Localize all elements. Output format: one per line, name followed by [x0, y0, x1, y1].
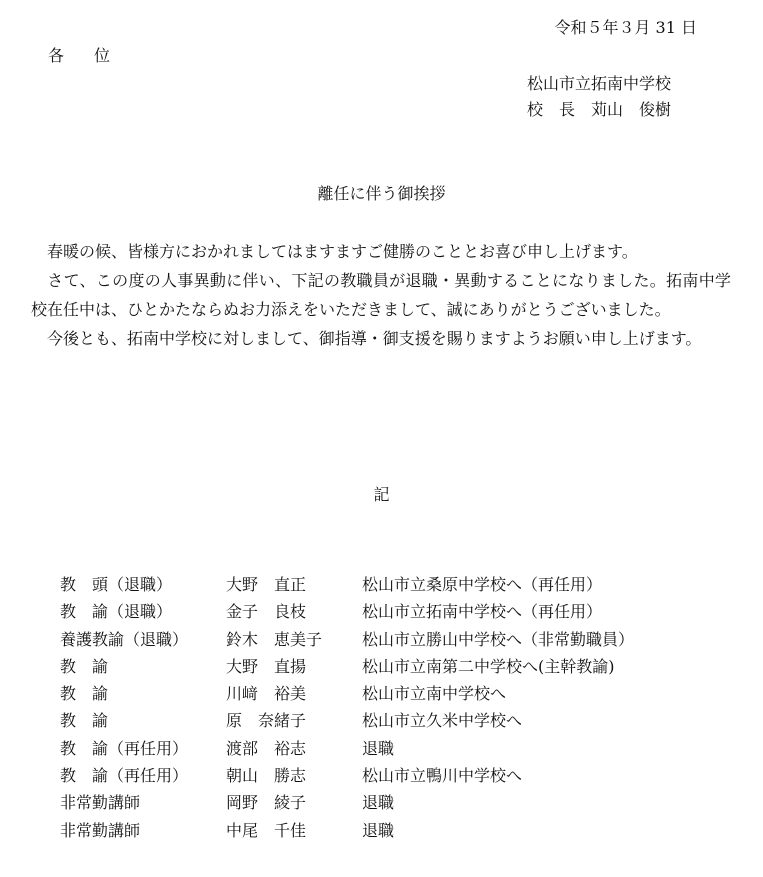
staff-row: [60, 653, 740, 680]
staff-row: [60, 680, 740, 707]
staff-list: [60, 571, 740, 844]
staff-position: 教 諭: [60, 711, 109, 731]
staff-row: [60, 626, 740, 653]
document-title: 離任に伴う御挨拶: [317, 184, 446, 203]
sender-school: 松山市立拓南中学校: [527, 74, 672, 93]
staff-position: 非常勤講師: [60, 820, 141, 840]
staff-row: [60, 735, 740, 762]
staff-destination: 松山市立鴨川中学校へ: [362, 766, 523, 786]
staff-name: 原 奈緒子: [226, 711, 307, 731]
staff-destination: 退職: [362, 820, 395, 840]
ki-heading: 記: [373, 485, 390, 504]
staff-position: 非常勤講師: [60, 793, 141, 813]
staff-position: 教 諭（再任用）: [60, 738, 189, 758]
staff-row: [60, 707, 740, 734]
staff-name: 大野 直揚: [226, 656, 307, 676]
staff-name: 中尾 千佳: [226, 820, 307, 840]
staff-name: 朝山 勝志: [226, 766, 307, 786]
staff-position: 養護教諭（退職）: [60, 629, 189, 649]
recipient-line: 各位: [48, 46, 141, 65]
staff-destination: 松山市立久米中学校へ: [362, 711, 523, 731]
staff-row: [60, 762, 740, 789]
announcement-paragraph: [31, 266, 731, 324]
staff-destination: 松山市立南第二中学校へ(主幹教諭): [362, 656, 615, 676]
staff-name: 岡野 綾子: [226, 793, 307, 813]
greeting-text: 春暖の候、皆様方におかれましてはますますご健勝のこととお喜び申し上げます。: [47, 242, 638, 261]
staff-destination: 松山市立桑原中学校へ（再任用）: [362, 575, 603, 594]
closing-text: 今後とも、拓南中学校に対しまして、御指導・御支援を賜りますようお願い申し上げます。: [47, 329, 702, 348]
staff-destination: 退職: [362, 738, 395, 758]
staff-name: 大野 直正: [226, 575, 307, 594]
staff-name: 渡部 裕志: [226, 738, 307, 758]
greeting-paragraph: [31, 237, 731, 266]
closing-paragraph: [31, 324, 731, 353]
staff-row: [60, 817, 740, 844]
staff-row: [60, 598, 740, 625]
staff-name: 金子 良枝: [226, 602, 307, 622]
staff-destination: 松山市立勝山中学校へ（非常勤職員）: [362, 629, 635, 649]
staff-row: [60, 789, 740, 816]
staff-position: 教 諭: [60, 656, 109, 676]
staff-destination: 退職: [362, 793, 395, 813]
staff-row: [60, 571, 740, 598]
staff-destination: 松山市立拓南中学校へ（再任用）: [362, 602, 603, 622]
announcement-text: さて、この度の人事異動に伴い、下記の教職員が退職・異動することになりました。拓南中学校在任中は、ひとかたならぬお力添えをいただきまして、誠にありがとうございました。: [31, 271, 731, 319]
letter-body: [31, 237, 731, 353]
staff-name: 川﨑 裕美: [226, 684, 307, 704]
staff-position: 教 諭（再任用）: [60, 766, 189, 786]
document-date: 令和５年３月 31 日: [554, 18, 697, 37]
staff-destination: 松山市立南中学校へ: [362, 684, 507, 704]
staff-name: 鈴木 恵美子: [226, 629, 323, 649]
staff-position: 教 頭（退職）: [60, 575, 173, 594]
staff-position: 教 諭（退職）: [60, 602, 173, 622]
staff-position: 教 諭: [60, 684, 109, 704]
sender-principal: 校 長 苅山 俊樹: [527, 100, 672, 119]
